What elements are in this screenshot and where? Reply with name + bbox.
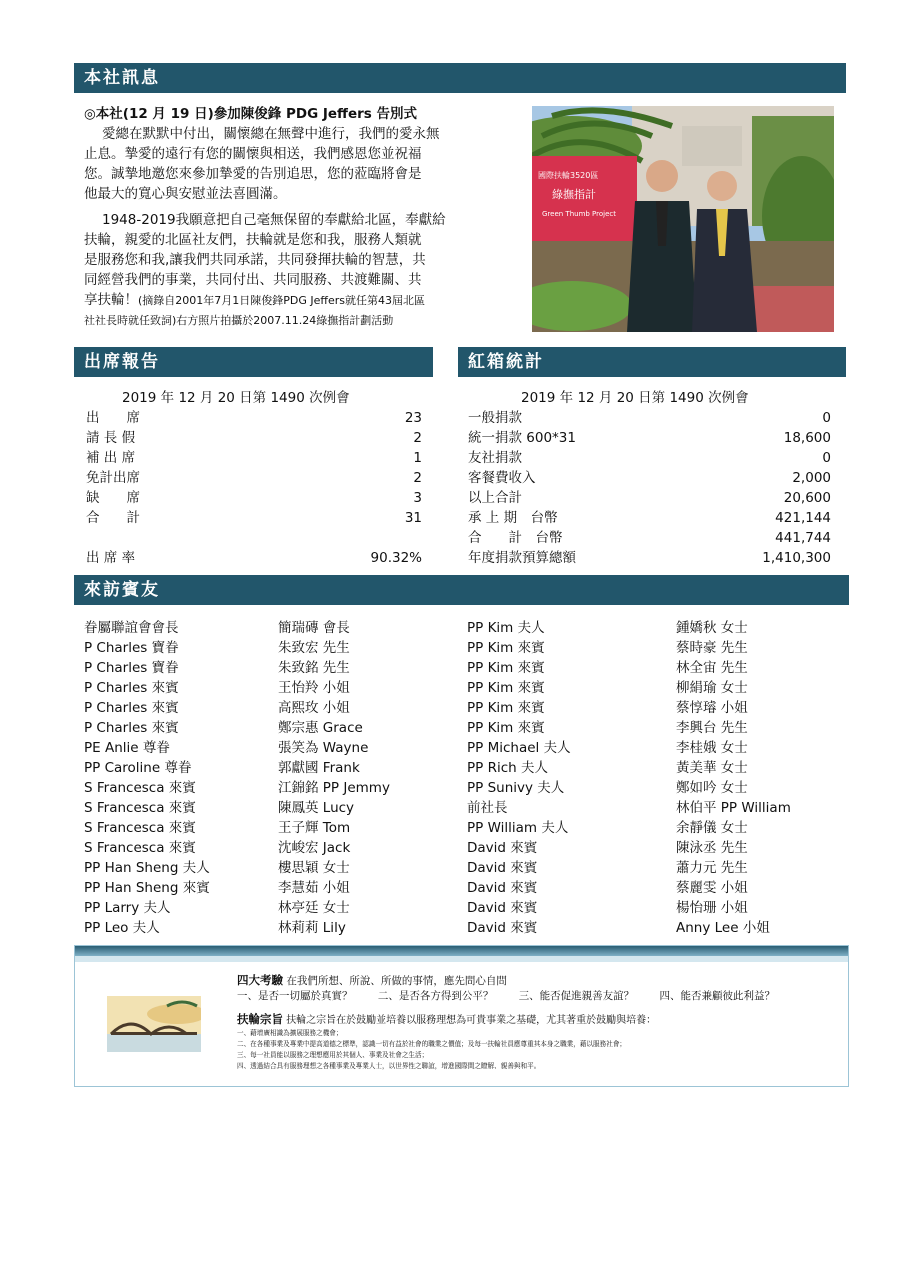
news-line [84,290,522,311]
redbox-row [468,528,831,548]
visitor-entry: 前社長 [467,800,508,816]
row-value: 441,744 [775,530,831,546]
visitor-column-2 [278,618,390,938]
row-value: 0 [822,410,831,426]
visitor-entry: S Francesca 來賓 [84,800,196,816]
row-label: 以上合計 [468,490,522,506]
visitor-entry: 林伯平 PP William [676,800,791,816]
news-body-2 [84,210,522,331]
section-header-news: 本社訊息 [74,63,846,93]
event-photo [532,106,834,332]
row-value: 1,410,300 [762,550,831,566]
news-line: 1948-2019我願意把自己毫無保留的奉獻給北區，奉獻給 [102,212,446,228]
visitor-entry: David 來賓 [467,840,538,856]
row-label: 補 出 席 [86,450,136,466]
news-line-big: 享扶輪！ [84,292,138,308]
redbox-row [468,508,831,528]
visitor-entry: PP Larry 夫人 [84,900,171,916]
attendance-row [86,488,422,508]
news-line: 扶輪，親愛的北區社友們，扶輪就是您和我，服務人類就 [84,232,422,248]
visitor-entry: PP Leo 夫人 [84,920,160,936]
attendance-table [86,408,422,568]
section-header-redbox: 紅箱統計 [458,347,846,377]
rate-value: 90.32% [370,550,422,566]
visitor-entry: 鍾嬌秋 女士 [676,620,748,636]
visitor-entry: 陳泳丞 先生 [676,840,748,856]
visitor-entry: PP Kim 來賓 [467,680,545,696]
row-label: 合 計 [86,510,140,526]
visitor-entry: PP Kim 來賓 [467,660,545,676]
row-value: 20,600 [783,490,831,506]
visitor-entry: 朱致銘 先生 [278,660,350,676]
news-title: ◎本社(12 月 19 日)參加陳俊鋒 PDG Jeffers 告別式 [84,106,418,122]
redbox-row [468,488,831,508]
attendance-rate-row [86,548,422,568]
visitor-entry: 鄭如吟 女士 [676,780,748,796]
visitor-entry: 眷屬聯誼會會長 [84,620,179,636]
visitor-entry: P Charles 寶眷 [84,640,179,656]
visitor-entry: 蕭力元 先生 [676,860,748,876]
news-body [84,124,522,204]
visitor-entry: 林亭廷 女士 [278,900,350,916]
visitor-entry: 蔡惇璿 小姐 [676,700,748,716]
news-line: 止息。摯愛的遠行有您的關懷與相送，我們感恩您並祝福 [84,146,422,162]
row-value: 31 [404,510,422,526]
attendance-row [86,508,422,528]
row-label: 缺 席 [86,490,140,506]
news-line: 同經營我們的事業，共同付出、共同服務、共渡難關、共 [84,272,422,288]
row-label: 請 長 假 [86,430,136,446]
four-way-test [237,972,507,989]
row-value: 2 [413,430,422,446]
visitor-entry: PP Kim 夫人 [467,620,545,636]
test-item: 三、能否促進親善友誼？ [518,990,635,1002]
bridge-landscape-icon [107,996,201,1052]
news-line: 是服務您和我,讓我們共同承諾，共同發揮扶輪的智慧，共 [84,252,426,268]
footer-box [74,945,849,1087]
visitor-column-1 [84,618,210,938]
redbox-row [468,548,831,568]
visitor-entry: 簡瑞磚 會長 [278,620,350,636]
visitor-entry: S Francesca 來賓 [84,820,196,836]
rotary-object-intro: 扶輪之宗旨在於鼓勵並培養以服務理想為可貴事業之基礎，尤其著重於鼓勵與培養： [286,1015,657,1026]
redbox-row [468,408,831,428]
attendance-row [86,468,422,488]
row-label: 一般捐款 [468,410,522,426]
attendance-row [86,448,422,468]
visitor-entry: P Charles 來賓 [84,680,179,696]
visitor-entry: David 來賓 [467,920,538,936]
visitor-entry: PP Kim 來賓 [467,640,545,656]
four-way-test-title: 四大考驗 [237,973,283,987]
news-line: 愛總在默默中付出，關懷總在無聲中進行，我們的愛永無 [102,126,440,142]
test-item: 四、能否兼顧彼此利益？ [659,990,776,1002]
section-header-visitors: 來訪賓友 [74,575,849,605]
row-value: 2,000 [792,470,831,486]
row-value: 0 [822,450,831,466]
object-item: 三、每一社員能以服務之理想應用於其個人、事業及社會之生活； [237,1051,429,1059]
visitor-entry: 李興台 先生 [676,720,748,736]
visitor-entry: PP Michael 夫人 [467,740,571,756]
visitor-entry: S Francesca 來賓 [84,840,196,856]
redbox-table [468,408,831,568]
visitor-entry: 樓思穎 女士 [278,860,350,876]
visitor-entry: 高熙玫 小姐 [278,700,350,716]
row-label: 免計出席 [86,470,140,486]
visitor-entry: 王怡羚 小姐 [278,680,350,696]
attendance-row [86,428,422,448]
row-value: 421,144 [775,510,831,526]
visitor-entry: 蔡時豪 先生 [676,640,748,656]
news-line-small: (摘錄自2001年7月1日陳俊鋒PDG Jeffers就任第43屆北區 [138,294,426,307]
visitor-entry: 朱致宏 先生 [278,640,350,656]
news-line: 社社長時就任致詞)右方照片拍攝於2007.11.24綠撫指計劃活動 [84,314,394,327]
visitor-column-4 [676,618,791,938]
rotary-object-title: 扶輪宗旨 [237,1012,283,1026]
object-item: 一、藉增廣相識為擴展服務之機會； [237,1029,343,1037]
banner-text-3: Green Thumb Project [542,210,617,218]
footer-illustration [107,996,201,1052]
row-label: 合 計 台幣 [468,530,563,546]
test-item: 一、是否一切屬於真實？ [237,990,353,1002]
row-value: 1 [413,450,422,466]
visitor-entry: 王子輝 Tom [278,820,351,836]
rate-label: 出 席 率 [86,550,136,566]
rotary-object-items [237,1028,626,1072]
row-label: 承 上 期 台幣 [468,510,558,526]
visitor-entry: 黃美華 女士 [676,760,748,776]
rotary-object [237,1012,656,1028]
visitor-column-3 [467,618,571,938]
visitor-entry: 柳絹瑜 女士 [676,680,748,696]
visitor-entry: P Charles 來賓 [84,720,179,736]
footer-stripe [75,946,848,956]
row-value: 18,600 [783,430,831,446]
visitor-entry: 鄭宗惠 Grace [278,720,363,736]
attendance-subtitle: 2019 年 12 月 20 日第 1490 次例會 [122,390,350,406]
visitor-entry: 林莉莉 Lily [278,920,346,936]
four-way-test-items [237,988,775,1004]
redbox-subtitle: 2019 年 12 月 20 日第 1490 次例會 [521,390,749,406]
visitor-entry: P Charles 來賓 [84,700,179,716]
visitor-entry: PP Sunivy 夫人 [467,780,565,796]
visitor-entry: 江錦銘 PP Jemmy [278,780,390,796]
section-header-attendance: 出席報告 [74,347,433,377]
visitor-entry: 楊怡珊 小姐 [676,900,748,916]
visitor-entry: 張笑為 Wayne [278,740,369,756]
row-label: 友社捐款 [468,450,522,466]
attendance-row [86,408,422,428]
object-item: 四、透過結合具有服務理想之各種事業及專業人士，以世界性之聯誼，增進國際間之瞭解、親善與和平。 [237,1062,541,1070]
visitor-entry: 余靜儀 女士 [676,820,748,836]
redbox-row [468,428,831,448]
visitor-entry: PE Anlie 尊眷 [84,740,170,756]
four-way-test-intro: 在我們所想、所說、所做的事情，應先問心自問 [286,975,507,987]
visitor-entry: PP Kim 來賓 [467,720,545,736]
visitor-entry: David 來賓 [467,860,538,876]
visitor-entry: 林全宙 先生 [676,660,748,676]
visitor-entry: S Francesca 來賓 [84,780,196,796]
row-value: 3 [413,490,422,506]
visitor-entry: 沈峻宏 Jack [278,840,351,856]
visitor-entry: PP William 夫人 [467,820,569,836]
visitor-entry: David 來賓 [467,900,538,916]
visitor-entry: 陳鳳英 Lucy [278,800,355,816]
test-item: 二、是否各方得到公平？ [377,990,494,1002]
visitor-entry: 郭獻國 Frank [278,760,360,776]
visitor-entry: PP Rich 夫人 [467,760,548,776]
row-label: 客餐費收入 [468,470,536,486]
redbox-row [468,468,831,488]
visitor-entry: David 來賓 [467,880,538,896]
news-line: 您。誠摯地邀您來參加摯愛的告別追思，您的蒞臨將會是 [84,166,422,182]
visitor-entry: P Charles 寶眷 [84,660,179,676]
visitor-entry: 蔡麗雯 小姐 [676,880,748,896]
visitor-entry: 李慧茹 小姐 [278,880,350,896]
row-label: 出 席 [86,410,140,426]
redbox-row [468,448,831,468]
row-value: 23 [404,410,422,426]
object-item: 二、在各種事業及專業中提高道德之標準，認識一切有益於社會的職業之價值；及每一扶輪社員應尊重其本身之職業，藉以服務社會； [237,1040,627,1048]
visitor-entry: PP Han Sheng 來賓 [84,880,210,896]
news-line: 他最大的寬心與安慰並法喜圓滿。 [84,186,287,202]
visitor-entry: PP Han Sheng 夫人 [84,860,210,876]
visitor-entry: PP Kim 來賓 [467,700,545,716]
row-label: 年度捐款預算總額 [468,550,576,566]
visitor-entry: Anny Lee 小姐 [676,920,770,936]
row-label: 統一捐款 600*31 [468,430,576,446]
visitor-entry: PP Caroline 尊眷 [84,760,192,776]
visitor-entry: 李桂娥 女士 [676,740,748,756]
banner-text-2: 綠撫指計 [552,188,596,201]
banner-text: 國際扶輪3520區 [538,171,599,180]
event-photo-illustration [532,106,834,332]
row-value: 2 [413,470,422,486]
footer-stripe-light [75,956,848,962]
